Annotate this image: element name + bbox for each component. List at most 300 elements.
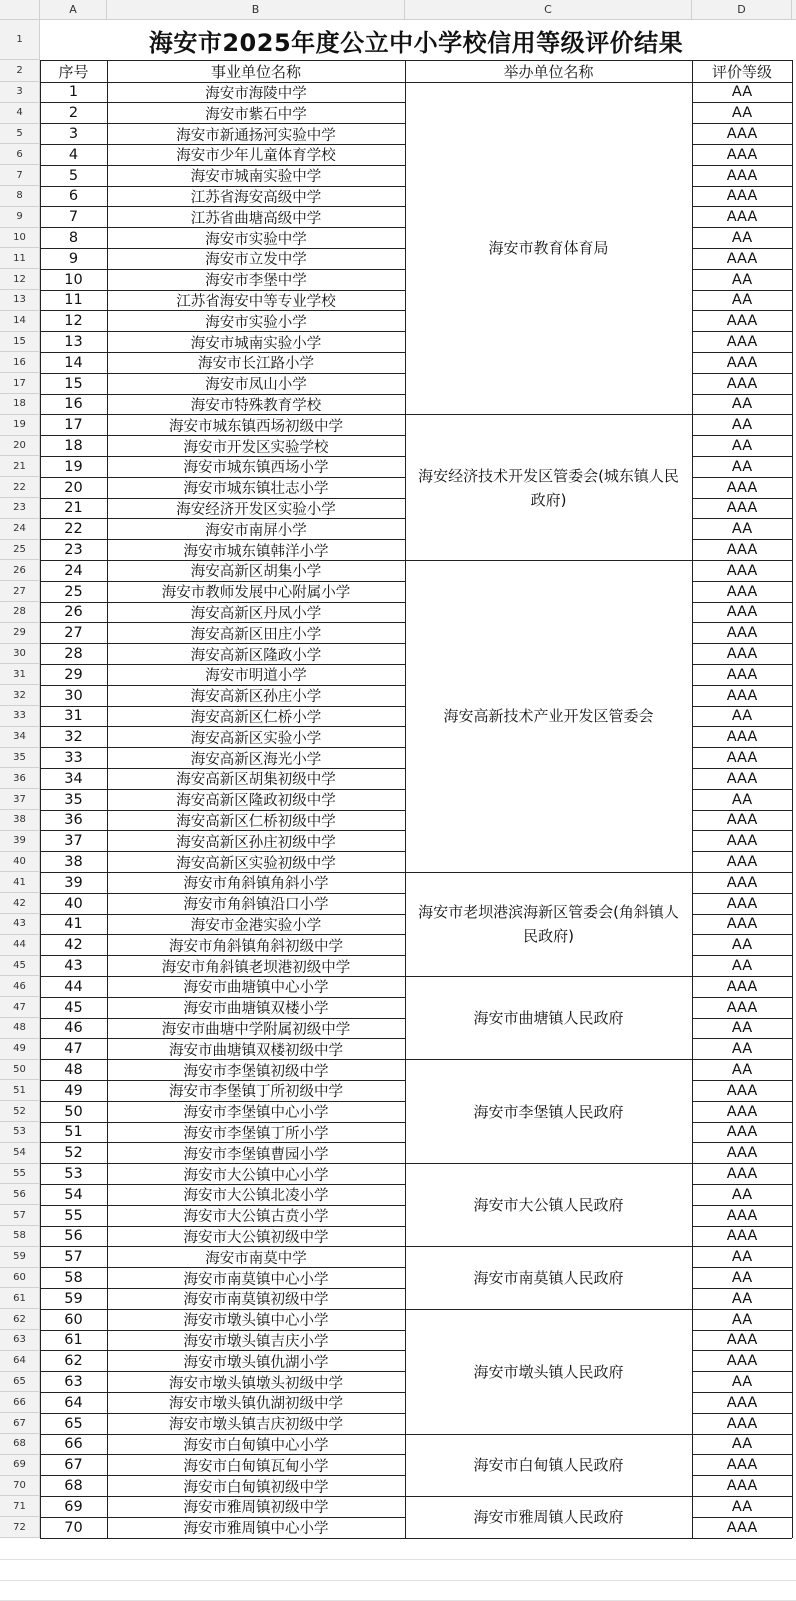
row-header-27[interactable]: 27	[0, 581, 40, 602]
table-row-unit-name: 海安市李堡镇丁所初级中学	[169, 1084, 343, 1101]
table-border	[40, 310, 405, 311]
row-header-49[interactable]: 49	[0, 1039, 40, 1060]
header-bottom-border	[40, 82, 792, 83]
table-border	[40, 206, 405, 207]
table-row-seq: 47	[64, 1041, 83, 1058]
table-row-unit-name: 海安经济开发区实验小学	[176, 501, 336, 518]
table-border	[40, 1246, 792, 1247]
table-border	[692, 539, 792, 540]
table-row-grade: AA	[731, 1373, 753, 1390]
gridline	[0, 1580, 796, 1581]
table-border	[40, 1413, 405, 1414]
table-row-seq: 65	[64, 1415, 83, 1432]
table-row-grade: AAA	[726, 500, 758, 517]
table-row-seq: 13	[64, 333, 83, 350]
table-row-seq: 18	[64, 437, 83, 454]
table-border	[692, 810, 792, 811]
table-row-unit-name: 海安高新区胡集初级中学	[176, 772, 336, 789]
row-header-50[interactable]: 50	[0, 1060, 40, 1081]
row-header-31[interactable]: 31	[0, 664, 40, 685]
column-header-c[interactable]: C	[405, 0, 692, 20]
table-row-unit-name: 海安市城南实验中学	[190, 169, 322, 186]
table-row-unit-name: 海安市大公镇古贲小学	[183, 1209, 329, 1226]
table-row-seq: 26	[64, 604, 83, 621]
table-row-grade: AAA	[726, 1394, 758, 1411]
table-row-seq: 27	[64, 625, 83, 642]
table-border	[40, 1475, 405, 1476]
table-row-unit-name: 海安市明道小学	[205, 668, 307, 685]
table-row-grade: AA	[731, 229, 753, 246]
table-row-unit-name: 海安市李堡镇丁所小学	[183, 1125, 329, 1142]
row-header-19[interactable]: 19	[0, 415, 40, 436]
table-row-seq: 48	[64, 1061, 83, 1078]
row-header-44[interactable]: 44	[0, 935, 40, 956]
row-header-3[interactable]: 3	[0, 82, 40, 103]
table-row-unit-name: 海安市城东镇西场小学	[183, 460, 329, 477]
table-row-seq: 10	[64, 271, 83, 288]
table-border	[692, 1454, 792, 1455]
header-unit-name: 事业单位名称	[210, 62, 301, 81]
table-border	[692, 206, 792, 207]
table-row-grade: AAA	[726, 978, 758, 995]
table-row-seq: 3	[68, 125, 79, 142]
table-border	[692, 1080, 792, 1081]
table-border	[40, 1184, 405, 1185]
table-border	[692, 664, 792, 665]
table-row-seq: 43	[64, 957, 83, 974]
column-header-a[interactable]: A	[40, 0, 107, 20]
row-header-53[interactable]: 53	[0, 1122, 40, 1143]
table-border	[692, 456, 792, 457]
row-header-6[interactable]: 6	[0, 144, 40, 165]
table-row-grade: AAA	[726, 313, 758, 330]
table-border	[692, 1226, 792, 1227]
table-border	[692, 643, 792, 644]
table-row-unit-name: 海安市雅周镇中心小学	[183, 1521, 329, 1538]
table-row-seq: 50	[64, 1103, 83, 1120]
table-row-seq: 51	[64, 1124, 83, 1141]
table-row-grade: AA	[731, 271, 753, 288]
sponsor-group-cell: 海安市老坝港滨海新区管委会(角斜镇人民政府)	[418, 903, 679, 946]
table-border	[692, 102, 792, 103]
table-row-grade: AAA	[726, 188, 758, 205]
table-row-unit-name: 江苏省海安高级中学	[190, 189, 322, 206]
row-header-57[interactable]: 57	[0, 1205, 40, 1226]
table-row-unit-name: 海安市曲塘镇中心小学	[183, 980, 329, 997]
table-row-seq: 2	[68, 105, 79, 122]
table-row-grade: AA	[731, 1186, 753, 1203]
table-border	[40, 456, 405, 457]
table-row-unit-name: 海安市立发中学	[205, 252, 307, 269]
table-border	[40, 248, 405, 249]
table-row-grade: AA	[731, 437, 753, 454]
table-row-seq: 39	[64, 874, 83, 891]
table-row-grade: AAA	[726, 853, 758, 870]
row-header-1[interactable]: 1	[0, 20, 40, 60]
row-header-4[interactable]: 4	[0, 103, 40, 124]
table-border	[692, 290, 792, 291]
row-header-34[interactable]: 34	[0, 727, 40, 748]
table-row-seq: 56	[64, 1228, 83, 1245]
table-border	[692, 1018, 792, 1019]
table-row-seq: 45	[64, 999, 83, 1016]
table-row-unit-name: 海安市墩头镇仇湖初级中学	[169, 1396, 343, 1413]
table-row-grade: AAA	[726, 1103, 758, 1120]
table-row-grade: AA	[731, 1061, 753, 1078]
sponsor-group-cell: 海安经济技术开发区管委会(城东镇人民政府)	[418, 466, 679, 509]
header-grade: 评价等级	[711, 62, 772, 81]
row-header-36[interactable]: 36	[0, 768, 40, 789]
table-border	[40, 643, 405, 644]
table-border	[40, 373, 405, 374]
row-header-8[interactable]: 8	[0, 186, 40, 207]
sponsor-group-cell: 海安市白甸镇人民政府	[473, 1456, 624, 1475]
row-header-9[interactable]: 9	[0, 207, 40, 228]
gridline	[0, 1559, 796, 1560]
row-header-72[interactable]: 72	[0, 1517, 40, 1538]
table-row-seq: 49	[64, 1082, 83, 1099]
row-header-60[interactable]: 60	[0, 1268, 40, 1289]
row-header-13[interactable]: 13	[0, 290, 40, 311]
table-row-unit-name: 海安市墩头镇吉庆小学	[183, 1333, 329, 1350]
table-border	[692, 227, 792, 228]
row-header-46[interactable]: 46	[0, 976, 40, 997]
table-row-grade: AA	[731, 521, 753, 538]
table-row-unit-name: 海安市曲塘镇双楼小学	[183, 1001, 329, 1018]
row-header-70[interactable]: 70	[0, 1476, 40, 1497]
row-header-18[interactable]: 18	[0, 394, 40, 415]
table-border	[692, 165, 792, 166]
table-row-grade: AAA	[726, 1457, 758, 1474]
table-row-grade: AAA	[726, 209, 758, 226]
table-row-unit-name: 海安市城东镇韩洋小学	[183, 543, 329, 560]
table-row-seq: 67	[64, 1457, 83, 1474]
table-border	[692, 706, 792, 707]
table-row-unit-name: 海安市李堡镇初级中学	[183, 1063, 329, 1080]
row-header-48[interactable]: 48	[0, 1018, 40, 1039]
table-border	[692, 685, 792, 686]
table-row-grade: AAA	[726, 833, 758, 850]
table-row-seq: 7	[68, 209, 79, 226]
table-border	[692, 1142, 792, 1143]
sponsor-group-cell: 海安市教育体育局	[488, 239, 609, 258]
table-border	[692, 934, 792, 935]
row-header-38[interactable]: 38	[0, 810, 40, 831]
row-header-26[interactable]: 26	[0, 560, 40, 581]
table-row-seq: 33	[64, 749, 83, 766]
table-border	[40, 352, 405, 353]
table-row-seq: 6	[68, 188, 79, 205]
table-border	[692, 914, 792, 915]
table-row-seq: 1	[68, 84, 79, 101]
table-border	[40, 872, 792, 873]
table-row-seq: 21	[64, 500, 83, 517]
row-header-5[interactable]: 5	[0, 124, 40, 145]
row-header-69[interactable]: 69	[0, 1455, 40, 1476]
table-row-unit-name: 海安市教师发展中心附属小学	[161, 585, 351, 602]
sponsor-group-cell: 海安市大公镇人民政府	[473, 1196, 624, 1215]
table-row-seq: 17	[64, 417, 83, 434]
table-border	[40, 539, 405, 540]
table-border	[40, 768, 405, 769]
table-row-unit-name: 海安市城东镇壮志小学	[183, 481, 329, 498]
table-border	[692, 1475, 792, 1476]
table-row-grade: AA	[731, 292, 753, 309]
table-row-unit-name: 海安市南屏小学	[205, 522, 307, 539]
table-border	[40, 789, 405, 790]
table-row-grade: AA	[731, 84, 753, 101]
row-header-25[interactable]: 25	[0, 540, 40, 561]
table-row-unit-name: 海安高新区田庄小学	[190, 626, 322, 643]
table-row-seq: 23	[64, 541, 83, 558]
table-row-grade: AA	[731, 1020, 753, 1037]
table-row-seq: 29	[64, 666, 83, 683]
table-border	[692, 830, 792, 831]
table-border	[40, 1517, 405, 1518]
select-all-corner[interactable]	[0, 0, 40, 20]
table-border	[692, 1205, 792, 1206]
row-header-33[interactable]: 33	[0, 706, 40, 727]
table-border	[40, 664, 405, 665]
table-border	[40, 414, 792, 415]
table-border	[692, 955, 792, 956]
table-row-seq: 52	[64, 1145, 83, 1162]
table-row-seq: 54	[64, 1186, 83, 1203]
table-row-unit-name: 海安市少年儿童体育学校	[176, 148, 336, 165]
table-row-seq: 38	[64, 853, 83, 870]
table-border	[40, 1059, 792, 1060]
row-header-67[interactable]: 67	[0, 1413, 40, 1434]
row-header-65[interactable]: 65	[0, 1372, 40, 1393]
table-row-seq: 11	[64, 292, 83, 309]
sponsor-group-cell: 海安市雅周镇人民政府	[473, 1508, 624, 1527]
table-border	[692, 477, 792, 478]
row-header-62[interactable]: 62	[0, 1309, 40, 1330]
table-row-unit-name: 江苏省海安中等专业学校	[176, 293, 336, 310]
row-header-30[interactable]: 30	[0, 644, 40, 665]
row-header-39[interactable]: 39	[0, 831, 40, 852]
row-header-64[interactable]: 64	[0, 1351, 40, 1372]
row-header-12[interactable]: 12	[0, 269, 40, 290]
table-border	[692, 602, 792, 603]
table-border	[692, 373, 792, 374]
table-row-unit-name: 海安市大公镇初级中学	[183, 1229, 329, 1246]
table-row-grade: AAA	[726, 1145, 758, 1162]
row-header-59[interactable]: 59	[0, 1247, 40, 1268]
table-row-seq: 8	[68, 229, 79, 246]
table-row-seq: 60	[64, 1311, 83, 1328]
row-header-56[interactable]: 56	[0, 1184, 40, 1205]
row-header-71[interactable]: 71	[0, 1496, 40, 1517]
row-header-16[interactable]: 16	[0, 352, 40, 373]
table-border	[692, 726, 792, 727]
row-header-51[interactable]: 51	[0, 1080, 40, 1101]
table-border	[692, 1288, 792, 1289]
table-row-grade: AAA	[726, 770, 758, 787]
table-border	[40, 997, 405, 998]
table-border	[692, 310, 792, 311]
table-border	[40, 851, 405, 852]
table-row-unit-name: 海安市长江路小学	[198, 356, 314, 373]
row-header-66[interactable]: 66	[0, 1392, 40, 1413]
row-header-22[interactable]: 22	[0, 477, 40, 498]
table-row-unit-name: 海安高新区隆政初级中学	[176, 793, 336, 810]
row-header-41[interactable]: 41	[0, 872, 40, 893]
sponsor-group-cell: 海安市李堡镇人民政府	[473, 1102, 624, 1121]
table-row-grade: AAA	[726, 729, 758, 746]
row-header-58[interactable]: 58	[0, 1226, 40, 1247]
row-header-68[interactable]: 68	[0, 1434, 40, 1455]
table-row-grade: AAA	[726, 1477, 758, 1494]
table-row-unit-name: 海安市墩头镇中心小学	[183, 1313, 329, 1330]
table-row-grade: AAA	[726, 541, 758, 558]
row-header-40[interactable]: 40	[0, 852, 40, 873]
table-border	[692, 789, 792, 790]
table-border	[40, 560, 792, 561]
table-border	[692, 352, 792, 353]
table-row-unit-name: 海安市南莫镇中心小学	[183, 1271, 329, 1288]
table-row-grade: AAA	[726, 1353, 758, 1370]
table-row-seq: 5	[68, 167, 79, 184]
table-border	[40, 602, 405, 603]
table-row-grade: AAA	[726, 625, 758, 642]
table-row-seq: 69	[64, 1498, 83, 1515]
row-header-14[interactable]: 14	[0, 311, 40, 332]
table-row-unit-name: 海安市大公镇北凌小学	[183, 1188, 329, 1205]
table-row-grade: AA	[731, 1249, 753, 1266]
table-border	[40, 435, 405, 436]
row-header-63[interactable]: 63	[0, 1330, 40, 1351]
table-row-grade: AAA	[726, 645, 758, 662]
row-header-10[interactable]: 10	[0, 228, 40, 249]
table-border	[692, 331, 792, 332]
table-border	[692, 60, 693, 1538]
table-row-grade: AAA	[726, 1228, 758, 1245]
table-border	[792, 60, 793, 1538]
table-border	[107, 60, 108, 1538]
table-border	[40, 685, 405, 686]
table-row-unit-name: 海安市城东镇西场初级中学	[169, 418, 343, 435]
row-header-15[interactable]: 15	[0, 332, 40, 353]
row-header-29[interactable]: 29	[0, 623, 40, 644]
row-header-32[interactable]: 32	[0, 685, 40, 706]
row-header-37[interactable]: 37	[0, 789, 40, 810]
table-border	[40, 1434, 792, 1435]
table-row-grade: AA	[731, 708, 753, 725]
table-border	[692, 123, 792, 124]
row-header-23[interactable]: 23	[0, 498, 40, 519]
row-header-20[interactable]: 20	[0, 436, 40, 457]
table-row-grade: AAA	[726, 1415, 758, 1432]
sponsor-group-cell: 海安市曲塘镇人民政府	[473, 1008, 624, 1027]
row-header-35[interactable]: 35	[0, 748, 40, 769]
table-row-unit-name: 海安市城南实验小学	[190, 335, 322, 352]
table-row-grade: AA	[731, 791, 753, 808]
row-header-42[interactable]: 42	[0, 893, 40, 914]
table-row-seq: 24	[64, 562, 83, 579]
row-header-17[interactable]: 17	[0, 373, 40, 394]
row-header-2[interactable]: 2	[0, 60, 40, 82]
table-row-unit-name: 海安市白甸镇中心小学	[183, 1437, 329, 1454]
table-row-unit-name: 海安市墩头镇仇湖小学	[183, 1354, 329, 1371]
table-row-grade: AA	[731, 937, 753, 954]
table-row-seq: 34	[64, 770, 83, 787]
row-header-47[interactable]: 47	[0, 997, 40, 1018]
row-header-52[interactable]: 52	[0, 1101, 40, 1122]
row-header-28[interactable]: 28	[0, 602, 40, 623]
table-border	[40, 1038, 405, 1039]
table-row-grade: AAA	[726, 604, 758, 621]
sheet-title: 海安市2025年度公立中小学校信用等级评价结果	[148, 28, 684, 57]
row-header-61[interactable]: 61	[0, 1288, 40, 1309]
table-row-unit-name: 海安市雅周镇初级中学	[183, 1500, 329, 1517]
row-header-24[interactable]: 24	[0, 519, 40, 540]
table-row-seq: 58	[64, 1269, 83, 1286]
column-header-d[interactable]: D	[692, 0, 792, 20]
row-header-11[interactable]: 11	[0, 248, 40, 269]
table-border	[40, 622, 405, 623]
table-row-unit-name: 海安市南莫镇初级中学	[183, 1292, 329, 1309]
table-border	[40, 1080, 405, 1081]
table-row-seq: 36	[64, 812, 83, 829]
row-header-43[interactable]: 43	[0, 914, 40, 935]
table-border	[40, 1496, 792, 1497]
row-header-21[interactable]: 21	[0, 456, 40, 477]
table-border	[40, 165, 405, 166]
table-row-unit-name: 海安市实验小学	[205, 314, 307, 331]
table-border	[40, 1371, 405, 1372]
table-row-grade: AAA	[726, 1165, 758, 1182]
table-row-grade: AAA	[726, 687, 758, 704]
table-row-seq: 53	[64, 1165, 83, 1182]
table-row-unit-name: 海安市大公镇中心小学	[183, 1167, 329, 1184]
table-border	[40, 976, 792, 977]
table-border	[692, 269, 792, 270]
table-border	[40, 955, 405, 956]
table-row-seq: 32	[64, 729, 83, 746]
table-row-seq: 22	[64, 521, 83, 538]
table-row-grade: AAA	[726, 749, 758, 766]
table-row-grade: AA	[731, 1436, 753, 1453]
table-border	[692, 1122, 792, 1123]
table-border	[40, 1330, 405, 1331]
table-row-grade: AA	[731, 396, 753, 413]
table-row-grade: AA	[731, 1269, 753, 1286]
table-row-grade: AAA	[726, 812, 758, 829]
table-row-unit-name: 海安市紫石中学	[205, 106, 307, 123]
table-border	[40, 144, 405, 145]
table-row-unit-name: 海安市角斜镇沿口小学	[183, 897, 329, 914]
row-header-54[interactable]: 54	[0, 1143, 40, 1164]
table-row-seq: 37	[64, 833, 83, 850]
table-border	[692, 997, 792, 998]
table-row-unit-name: 海安市角斜镇角斜初级中学	[169, 938, 343, 955]
table-border	[40, 1122, 405, 1123]
table-row-unit-name: 海安市白甸镇瓦甸小学	[183, 1458, 329, 1475]
table-border	[40, 747, 405, 748]
table-row-seq: 25	[64, 583, 83, 600]
row-header-45[interactable]: 45	[0, 956, 40, 977]
table-row-unit-name: 海安市曲塘中学附属初级中学	[161, 1021, 351, 1038]
table-row-seq: 4	[68, 146, 79, 163]
table-border	[40, 1142, 405, 1143]
row-header-55[interactable]: 55	[0, 1164, 40, 1185]
row-header-7[interactable]: 7	[0, 165, 40, 186]
table-row-seq: 42	[64, 937, 83, 954]
table-row-grade: AAA	[726, 666, 758, 683]
table-row-unit-name: 海安市白甸镇初级中学	[183, 1479, 329, 1496]
column-header-b[interactable]: B	[107, 0, 405, 20]
